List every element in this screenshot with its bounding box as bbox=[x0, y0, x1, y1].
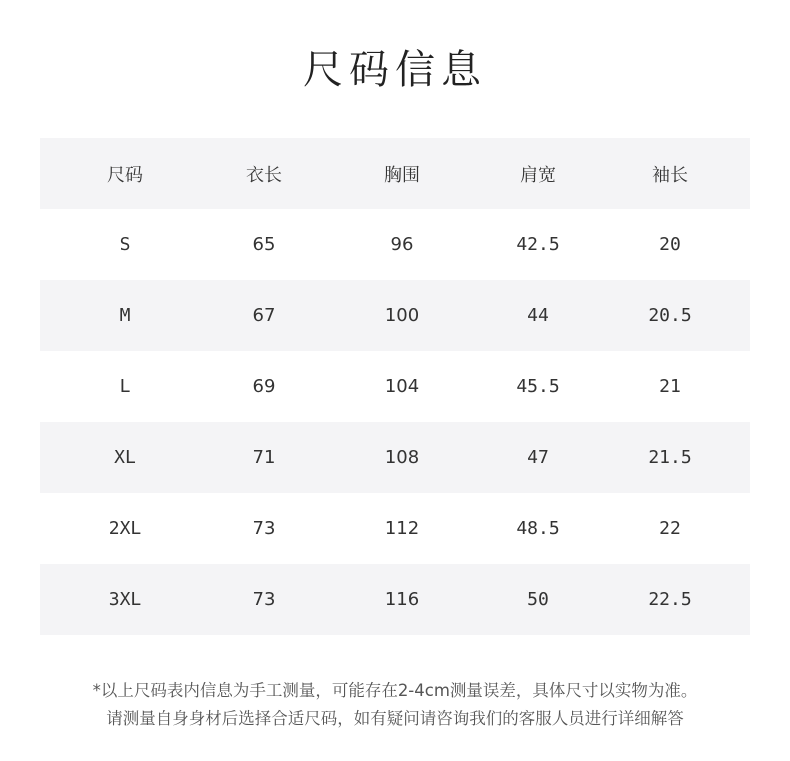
cell-size: 3XL bbox=[40, 564, 210, 635]
header-length: 衣长 bbox=[210, 138, 318, 209]
table-row bbox=[40, 280, 750, 351]
page-title: 尺码信息 bbox=[303, 47, 487, 93]
cell-sleeve: 20.5 bbox=[590, 280, 750, 351]
cell-length: 67 bbox=[210, 280, 318, 351]
cell-length: 71 bbox=[210, 422, 318, 493]
cell-shoulder: 48.5 bbox=[516, 518, 560, 539]
cell-shoulder: 47 bbox=[486, 422, 590, 493]
cell-chest: 116 bbox=[318, 564, 486, 635]
cell-size: S bbox=[119, 234, 131, 255]
cell-chest: 104 bbox=[384, 376, 420, 397]
cell-length: 65 bbox=[252, 234, 276, 255]
cell-length: 69 bbox=[252, 376, 276, 397]
cell-chest: 96 bbox=[390, 234, 414, 255]
cell-chest: 112 bbox=[384, 518, 420, 539]
size-table bbox=[40, 138, 750, 635]
cell-shoulder: 42.5 bbox=[516, 234, 560, 255]
cell-length: 73 bbox=[252, 518, 276, 539]
cell-size: 2XL bbox=[108, 518, 142, 539]
cell-length: 73 bbox=[210, 564, 318, 635]
cell-sleeve: 20 bbox=[659, 234, 681, 255]
cell-sleeve: 22.5 bbox=[590, 564, 750, 635]
table-header-row bbox=[40, 138, 750, 209]
header-size: 尺码 bbox=[40, 138, 210, 209]
consult-note: 请测量自身身材后选择合适尺码，如有疑问请咨询我们的客服人员进行详细解答 bbox=[106, 709, 684, 728]
measurement-note: *以上尺码表内信息为手工测量，可能存在2-4cm测量误差，具体尺寸以实物为准。 bbox=[92, 681, 698, 700]
table-row bbox=[40, 493, 750, 564]
cell-size: M bbox=[40, 280, 210, 351]
header-sleeve: 袖长 bbox=[590, 138, 750, 209]
header-shoulder: 肩宽 bbox=[486, 138, 590, 209]
header-chest: 胸围 bbox=[318, 138, 486, 209]
cell-shoulder: 44 bbox=[486, 280, 590, 351]
cell-sleeve: 21.5 bbox=[590, 422, 750, 493]
table-row bbox=[40, 564, 750, 635]
cell-shoulder: 45.5 bbox=[516, 376, 560, 397]
table-row bbox=[40, 209, 750, 280]
cell-chest: 108 bbox=[318, 422, 486, 493]
cell-sleeve: 22 bbox=[659, 518, 681, 539]
cell-sleeve: 21 bbox=[659, 376, 681, 397]
cell-size: XL bbox=[40, 422, 210, 493]
table-row bbox=[40, 351, 750, 422]
cell-shoulder: 50 bbox=[486, 564, 590, 635]
table-row bbox=[40, 422, 750, 493]
cell-size: L bbox=[119, 376, 131, 397]
cell-chest: 100 bbox=[318, 280, 486, 351]
